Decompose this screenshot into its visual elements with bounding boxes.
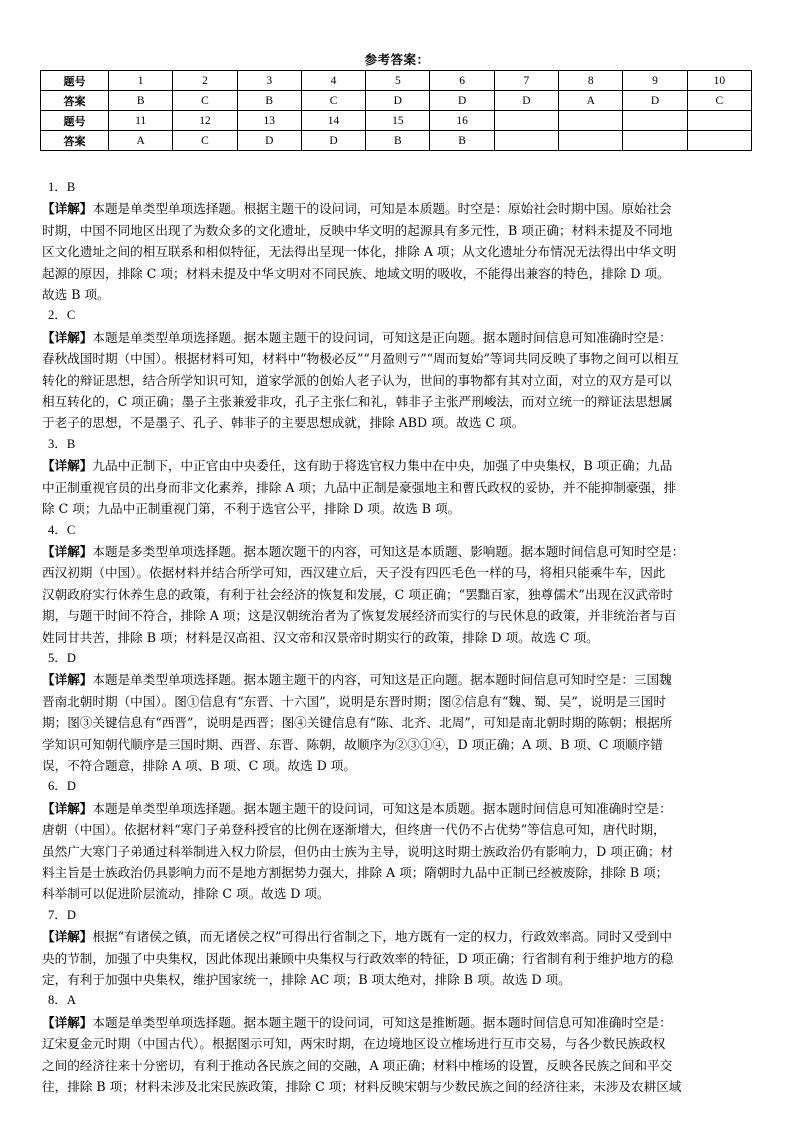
table-cell — [494, 111, 558, 131]
row-label: 题号 — [41, 111, 109, 131]
explanation-line — [42, 798, 754, 819]
explanation-text: 本题是单类型单项选择题。据本题主题干的设问词，可知这是推断题。据本题时间信息可知准确时空是： — [92, 1014, 672, 1030]
answer-table — [40, 70, 752, 151]
table-cell: B — [430, 131, 494, 151]
explanation-line: 之间的经济往来十分密切，有利于推动各民族之间的交融，A 项正确；材料中榷场的设置，反映各民族之间和平交 — [42, 1057, 673, 1073]
table-cell: 14 — [301, 111, 365, 131]
table-cell: 5 — [366, 71, 430, 91]
explanation-line: 晋南北朝时期（中国）。图①信息有“东晋、十六国”，说明是东晋时期；图②信息有“魏、蜀、吴”，说明是三国时 — [42, 693, 666, 709]
explanation-text: 根据“有诸侯之镇，而无诸侯之权”可得出行省制之下，地方既有一定的权力，行政效率高。同时又受到中 — [92, 929, 672, 945]
table-cell — [687, 111, 751, 131]
table-cell — [623, 131, 687, 151]
table-cell: A — [559, 91, 623, 111]
detail-tag: 【详解】 — [42, 329, 93, 345]
detail-tag: 【详解】 — [42, 1014, 93, 1030]
explanations — [42, 177, 754, 1097]
table-cell: C — [173, 91, 237, 111]
explanation-line — [42, 455, 754, 476]
question-number: 8．A — [48, 993, 76, 1008]
table-cell: 3 — [237, 71, 301, 91]
table-cell: 6 — [430, 71, 494, 91]
table-cell — [623, 111, 687, 131]
question-number: 2．C — [48, 308, 76, 323]
table-cell: D — [494, 91, 558, 111]
answer-table-body — [41, 71, 752, 151]
detail-tag: 【详解】 — [42, 929, 93, 945]
detail-tag: 【详解】 — [42, 800, 93, 816]
explanation-line — [42, 1012, 754, 1033]
explanation-line: 央的节制，加强了中央集权，因此体现出兼顾中央集权与行政效率的特征，D 项正确；行省制有利于维护地方的稳 — [42, 950, 674, 966]
explanation-line: 料主旨是士族政治仍具影响力而不是地方割据势力强大，排除 A 项；隋朝时九品中正制已经被废除，排除 B 项； — [42, 865, 669, 880]
explanation-line: 时期，中国不同地区出现了为数众多的文化遗址，反映中华文明的起源具有多元性，B 项正确；材料未提及不同地 — [42, 222, 673, 238]
detail-tag: 【详解】 — [42, 543, 93, 559]
table-cell — [559, 111, 623, 131]
table-cell: C — [687, 91, 751, 111]
table-cell: 4 — [301, 71, 365, 91]
question-number: 3．B — [48, 436, 76, 451]
explanation-text: 九品中正制下，中正官由中央委任，这有助于将选官权力集中在中央，加强了中央集权，B 项正确；九品 — [92, 458, 673, 474]
table-cell: 8 — [559, 71, 623, 91]
table-cell: 15 — [366, 111, 430, 131]
explanation-line: 科举制可以促进阶层流动，排除 C 项。故选 D 项。 — [42, 886, 330, 902]
explanation-line: 春秋战国时期（中国）。根据材料可知，材料中“物极必反”“月盈则亏”“周而复始”等词共同反映了事物之间可以相互 — [42, 351, 679, 367]
explanation-line: 定，有利于加强中央集权，维护国家统一，排除 AC 项；B 项太绝对，排除 B 项。故选 D 项。 — [42, 972, 571, 988]
row-label: 答案 — [41, 131, 109, 151]
table-row — [41, 111, 752, 131]
table-cell: 13 — [237, 111, 301, 131]
explanation-line — [42, 327, 754, 348]
question-number: 5．D — [48, 650, 76, 665]
explanation-text: 本题是单类型单项选择题。根据主题干的设问词，可知是本质题。时空是：原始社会时期中国。原始社会 — [92, 201, 672, 217]
explanation-text: 本题是单类型单项选择题。据本题主题干的设问词，可知这是正向题。据本题时间信息可知准确时空是： — [92, 329, 672, 345]
table-row — [41, 131, 752, 151]
table-cell: D — [237, 131, 301, 151]
explanation-line: 学知识可知朝代顺序是三国时期、西晋、东晋、陈朝，故顺序为②③①④，D 项正确；A 项、B 项、C 项顺序错 — [42, 736, 663, 752]
question-number: 1．B — [48, 180, 76, 194]
explanation-line — [42, 541, 754, 562]
table-cell — [494, 131, 558, 151]
table-row — [41, 91, 752, 111]
table-cell: C — [301, 91, 365, 111]
table-cell: D — [430, 91, 494, 111]
explanation-line: 西汉初期（中国）。依据材料并结合所学可知，西汉建立后，天子没有四匹毛色一样的马，将相只能乘牛车，因此 — [42, 565, 666, 581]
table-cell: C — [173, 131, 237, 151]
detail-tag: 【详解】 — [42, 201, 93, 217]
explanation-line: 姓同甘共苦，排除 B 项；材料是汉高祖、汉文帝和汉景帝时期实行的政策，排除 D 项。故选 C 项。 — [42, 629, 599, 645]
explanation-line: 相互转化的，C 项正确；墨子主张兼爱非攻，孔子主张仁和礼，韩非子主张严刑峻法，而对立统一的辩证法思想属 — [42, 394, 673, 410]
explanation-line: 转化的辩证思想，结合所学知识可知，道家学派的创始人老子认为，世间的事物都有其对立面，对立的双方是可以 — [42, 372, 672, 388]
explanation-line: 误，不符合题意，排除 A 项、B 项、C 项。故选 D 项。 — [42, 757, 356, 773]
explanation-line: 唐朝（中国）。依据材料“寒门子弟登科授官的比例在逐渐增大，但终唐一代仍不占优势”等信息可知，唐代时期， — [42, 822, 666, 838]
table-cell: 1 — [109, 71, 173, 91]
explanation-text: 本题是单类型单项选择题。据本题主题干的设问词，可知这是本质题。据本题时间信息可知准确时空是： — [92, 800, 672, 816]
explanation-line: 期；图③关键信息有“西晋”，说明是西晋；图④关键信息有“陈、北齐、北周”，可知是南北朝时期的陈朝；根据所 — [42, 715, 673, 731]
explanation-text: 本题是多类型单项选择题。据本题次题干的内容，可知这是本质题、影响题。据本题时间信息可知时空是： — [92, 543, 685, 559]
explanation-line: 辽宋夏金元时期（中国古代）。根据图示可知，两宋时期，在边境地区设立榷场进行互市交易，与各少数民族政权 — [42, 1036, 666, 1052]
explanation-line: 除 C 项；九品中正制重视门第，不利于选官公平，排除 D 项。故选 B 项。 — [42, 501, 461, 517]
table-cell: D — [301, 131, 365, 151]
explanation-line: 汉朝政府实行休养生息的政策，有利于社会经济的恢复和发展，C 项正确；“罢黜百家，独尊儒术”出现在汉武帝时 — [42, 586, 674, 602]
explanation-line: 虽然广大寒门子弟通过科举制进入权力阶层，但仍由士族为主导，说明这时期士族政治仍有影响力，D 项正确；材 — [42, 843, 674, 859]
detail-tag: 【详解】 — [42, 458, 93, 474]
table-cell — [559, 131, 623, 151]
table-cell: A — [109, 131, 173, 151]
question-number: 4．C — [48, 522, 76, 537]
row-label: 答案 — [41, 91, 109, 111]
table-cell: 10 — [687, 71, 751, 91]
explanation-line: 期，与题干时间不符合，排除 A 项；这是汉朝统治者为了恢复发展经济而实行的与民休息的政策，并非统治者与百 — [42, 608, 677, 624]
explanation-line: 往，排除 B 项；材料未涉及北宋民族政策，排除 C 项；材料反映宋朝与少数民族之间的经济往来，未涉及农耕区域 — [42, 1079, 682, 1095]
detail-tag: 【详解】 — [42, 672, 93, 688]
question-number: 7．D — [48, 907, 76, 922]
explanation-line: 中正制重视官员的出身而非文化素养，排除 A 项；九品中正制是豪强地主和曹氏政权的妥协，并不能抑制豪强，排 — [42, 479, 677, 495]
explanation-line — [42, 926, 754, 947]
table-cell: 2 — [173, 71, 237, 91]
row-label: 题号 — [41, 71, 109, 91]
table-cell: 16 — [430, 111, 494, 131]
page-title: 参考答案： — [364, 52, 430, 67]
explanation-line: 于老子的思想，不是墨子、孔子、韩非子的主要思想成就，排除 ABD 项。故选 C 项。 — [42, 415, 525, 431]
table-cell: 7 — [494, 71, 558, 91]
table-row — [41, 71, 752, 91]
table-cell: 9 — [623, 71, 687, 91]
table-cell: D — [366, 91, 430, 111]
table-cell: 11 — [109, 111, 173, 131]
explanation-line: 起源的原因，排除 C 项；材料未提及中华文明对不同民族、地域文明的吸收，不能得出兼容的特色，排除 D 项。 — [42, 265, 670, 281]
explanation-line — [42, 669, 754, 690]
table-cell: B — [237, 91, 301, 111]
explanation-line: 区文化遗址之间的相互联系和相似特征，无法得出呈现一体化，排除 A 项；从文化遗址分布情况无法得出中华文明 — [42, 244, 677, 260]
explanation-line: 故选 B 项。 — [42, 287, 110, 303]
table-cell: 12 — [173, 111, 237, 131]
explanation-text: 本题是单类型单项选择题。据本题主题干的内容，可知这是正向题。据本题时间信息可知时空是：三国魏 — [92, 672, 672, 688]
table-cell: D — [623, 91, 687, 111]
explanation-line — [42, 198, 754, 219]
table-cell: B — [366, 131, 430, 151]
table-cell — [687, 131, 751, 151]
question-number: 6．D — [48, 779, 76, 794]
table-cell: B — [109, 91, 173, 111]
